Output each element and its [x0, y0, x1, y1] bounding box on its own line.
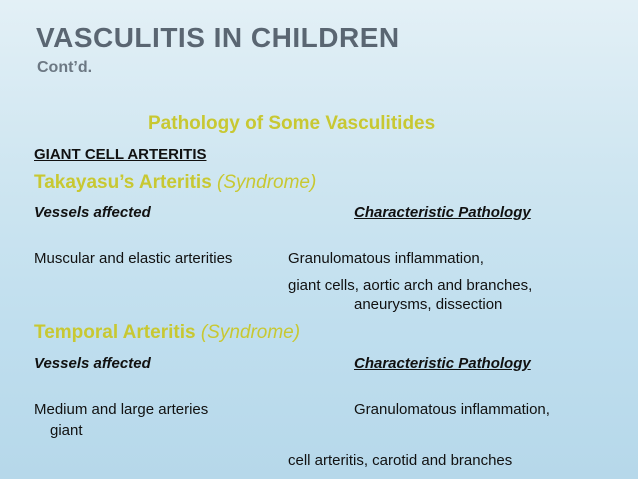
takayasu-pathology-line2: giant cells, aortic arch and branches, [288, 277, 533, 294]
takayasu-heading [34, 172, 316, 194]
takayasu-vessels: Muscular and elastic arterities [34, 250, 233, 267]
temporal-vessels: Medium and large arteries [34, 401, 209, 418]
temporal-qualifier: (Syndrome) [195, 322, 301, 343]
takayasu-name: Takayasu’s Arteritis [34, 172, 212, 193]
takayasu-pathology-line1: Granulomatous inflammation, [288, 250, 484, 267]
section-heading: Pathology of Some Vasculitides [148, 113, 436, 134]
temporal-vessels-wrap: giant [50, 422, 83, 439]
category-heading: GIANT CELL ARTERITIS [34, 146, 207, 163]
takayasu-pathology-line3: aneurysms, dissection [354, 296, 503, 313]
slide-title: VASCULITIS IN CHILDREN [36, 22, 400, 53]
temporal-name: Temporal Arteritis [34, 322, 196, 343]
slide-subtitle: Cont’d. [37, 59, 93, 76]
temporal-col-pathology: Characteristic Pathology [354, 355, 531, 372]
takayasu-col-pathology: Characteristic Pathology [354, 204, 531, 221]
temporal-heading [34, 322, 300, 344]
temporal-col-vessels: Vessels affected [34, 355, 151, 372]
temporal-pathology-line1: Granulomatous inflammation, [354, 401, 550, 418]
temporal-pathology-line2: cell arteritis, carotid and branches [288, 452, 513, 469]
takayasu-col-vessels: Vessels affected [34, 204, 151, 221]
takayasu-qualifier: (Syndrome) [211, 172, 317, 193]
